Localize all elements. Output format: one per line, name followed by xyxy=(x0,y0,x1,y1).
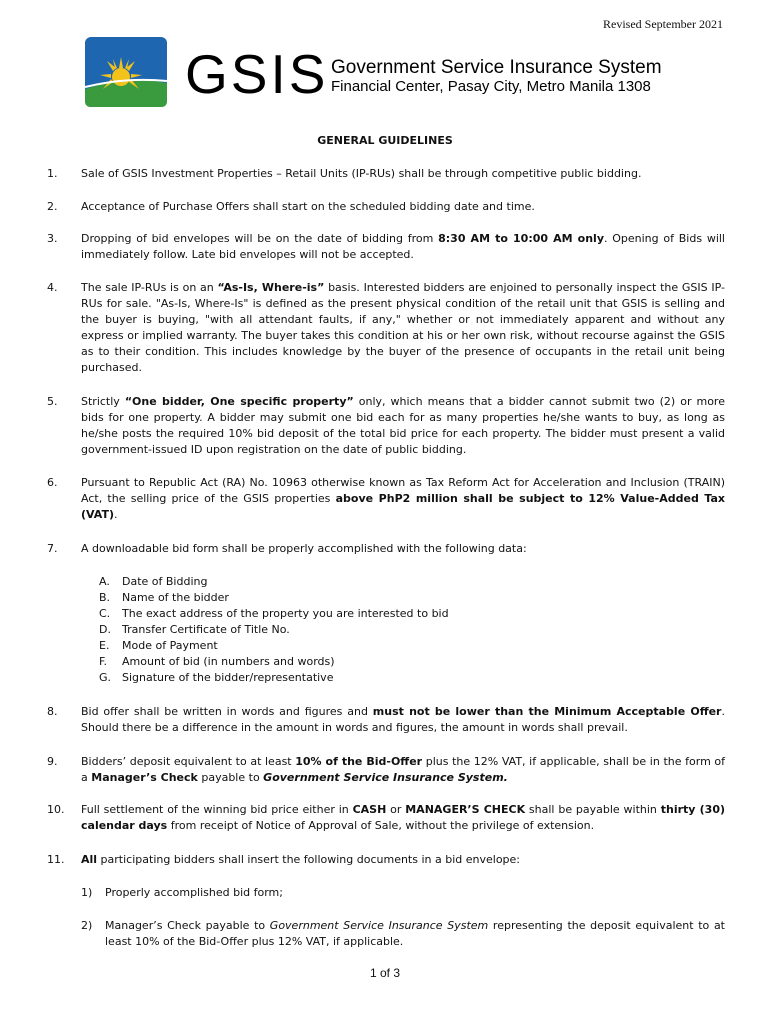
document-number: 1) xyxy=(81,886,93,899)
item-number: 5. xyxy=(47,395,58,408)
list-item: F. Amount of bid (in numbers and words) xyxy=(99,655,335,668)
org-address: Financial Center, Pasay City, Metro Manila 1308 xyxy=(331,78,651,95)
list-item: A. Date of Bidding xyxy=(99,575,208,588)
document-text: Properly accomplished bid form; xyxy=(105,886,283,899)
item-number: 4. xyxy=(47,281,58,294)
revised-date: Revised September 2021 xyxy=(603,17,723,31)
item-number: 10. xyxy=(47,803,65,816)
item-text: All participating bidders shall insert the following documents in a bid envelope: xyxy=(81,853,521,866)
list-item: D. Transfer Certificate of Title No. xyxy=(99,623,290,636)
item-number: 2. xyxy=(47,200,58,213)
item-text: Pursuant to Republic Act (RA) No. 10963 otherwise known as Tax Reform Act for Acceleration and Inclusion (TRAIN) Act, the selling price of the GSIS properties above PhP2 million shall be subject to 12% Value-Added Tax (VAT). xyxy=(81,476,725,521)
bid-form-data-list xyxy=(99,574,449,686)
guideline-item-9 xyxy=(47,754,725,786)
gsis-wordmark: GSIS xyxy=(185,43,329,105)
list-item: G. Signature of the bidder/representative xyxy=(99,671,334,684)
document-number: 2) xyxy=(81,919,93,932)
item-text: Strictly “One bidder, One specific property” only, which means that a bidder cannot submit two (2) or more bids for one property. A bidder may submit one bid each for as many properties he/she wants to buy, as long as he/she posts the required 10% bid deposit of the total bid price for each property. The bidder must present a valid government-issued ID upon registration on the date of public bidding. xyxy=(81,395,725,456)
item-number: 8. xyxy=(47,705,58,718)
guideline-item-6 xyxy=(47,475,725,523)
list-item: E. Mode of Payment xyxy=(99,639,218,652)
document-item-1 xyxy=(81,885,725,901)
item-text: Acceptance of Purchase Offers shall start on the scheduled bidding date and time. xyxy=(81,200,535,213)
guideline-item-2 xyxy=(47,199,725,215)
item-text: Bidders’ deposit equivalent to at least 10% of the Bid-Offer plus the 12% VAT, if applicable, shall be in the form of a Manager’s Check payable to Government Service Insurance System. xyxy=(81,755,726,784)
item-number: 1. xyxy=(47,167,58,180)
guideline-item-10 xyxy=(47,802,725,834)
guideline-item-8 xyxy=(47,704,725,736)
document-item-2 xyxy=(81,918,725,950)
guideline-item-1 xyxy=(47,166,725,182)
item-number: 11. xyxy=(47,853,65,866)
guideline-item-3 xyxy=(47,231,725,263)
item-text: Full settlement of the winning bid price either in CASH or MANAGER’S CHECK shall be payable within thirty (30) calendar days from receipt of Notice of Approval of Sale, without the privilege of extension. xyxy=(81,803,725,832)
item-text: The sale IP-RUs is on an “As-Is, Where-is” basis. Interested bidders are enjoined to personally inspect the GSIS IP-RUs for sale. "As-Is, Where-Is" is defined as the present physical condition of the retail unit that GSIS is selling and the buyer is buying, "with all attendant faults, if any," whether or not immediately apparent and without any express or implied warranty. The buyer takes this condition at his or her own risk, without recourse against the GSIS as to their condition. This includes knowledge by the buyer of the presence of occupants in the retail unit being purchased. xyxy=(81,281,726,374)
list-item: C. The exact address of the property you are interested to bid xyxy=(99,607,449,620)
item-text: Bid offer shall be written in words and figures and must not be lower than the Minimum Acceptable Offer. Should there be a difference in the amount in words and figures, the amount in words shall prevail. xyxy=(81,705,725,734)
org-name: Government Service Insurance System xyxy=(331,57,662,78)
item-text: Sale of GSIS Investment Properties – Retail Units (IP-RUs) shall be through competitive public bidding. xyxy=(81,167,642,180)
item-number: 3. xyxy=(47,232,58,245)
page-title: GENERAL GUIDELINES xyxy=(317,134,453,147)
item-text: A downloadable bid form shall be properly accomplished with the following data: xyxy=(81,542,527,555)
item-number: 9. xyxy=(47,755,58,768)
page-number: 1 of 3 xyxy=(369,966,401,980)
guideline-item-4 xyxy=(47,280,725,376)
guideline-item-7 xyxy=(47,541,725,557)
guideline-item-5 xyxy=(47,394,725,458)
guideline-item-11 xyxy=(47,852,725,868)
list-item: B. Name of the bidder xyxy=(99,591,229,604)
document-text: Manager’s Check payable to Government Service Insurance System representing the deposit equivalent to at least 10% of the Bid-Offer plus 12% VAT, if applicable. xyxy=(105,919,725,948)
item-number: 7. xyxy=(47,542,58,555)
item-text: Dropping of bid envelopes will be on the date of bidding from 8:30 AM to 10:00 AM only. Opening of Bids will immediately follow. Late bid envelopes will not be accepted. xyxy=(81,232,725,261)
item-number: 6. xyxy=(47,476,58,489)
gsis-sun-logo-icon xyxy=(85,37,167,107)
